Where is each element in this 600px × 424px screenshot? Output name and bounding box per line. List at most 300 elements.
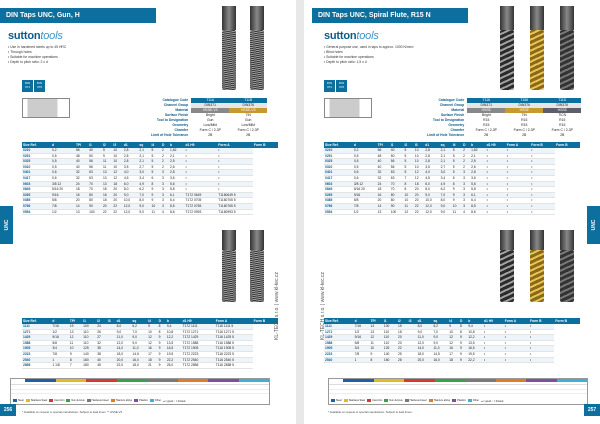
table-cell: 12: [369, 335, 382, 341]
table-cell: 22: [102, 209, 112, 215]
table-cell: T116 1429 5: [215, 335, 253, 341]
table-cell: 3,4: [138, 175, 150, 181]
table-cell: 2,6: [169, 164, 185, 170]
table-cell: 80: [390, 198, 404, 204]
table-cell: 22: [112, 203, 122, 209]
table-cell: •: [529, 346, 554, 352]
column-header: d: [353, 142, 377, 148]
table-cell: 16: [448, 346, 459, 352]
table-cell: •: [486, 187, 506, 193]
table-cell: 0,2: [353, 148, 377, 153]
feature-item: • Use in hardened steels up to 45 HRC: [8, 45, 66, 50]
table-cell: 8,0: [116, 324, 132, 329]
column-header: Form A: [504, 318, 529, 324]
table-cell: 14: [369, 324, 382, 329]
table-cell: 9: [158, 346, 166, 352]
table-cell: 63: [88, 170, 102, 176]
spiral-tap-image: [500, 250, 514, 302]
table-cell: 8,0: [417, 324, 433, 329]
table-cell: 9,0: [432, 340, 448, 346]
table-cell: 0,5: [51, 153, 75, 159]
table-cell: 5: [452, 148, 462, 153]
table-cell: 1429: [22, 335, 51, 341]
table-cell: 180: [82, 363, 96, 369]
table-cell: 5/8: [354, 340, 370, 346]
table-cell: 20: [377, 198, 390, 204]
legend-note: ● = good ○ = limited: [163, 399, 186, 403]
table-cell: 125: [383, 346, 397, 352]
table-cell: 110: [82, 340, 96, 346]
table-cell: 10: [151, 203, 161, 209]
column-header: TPI: [369, 318, 382, 324]
table-cell: •: [217, 159, 253, 165]
table-cell: 8: [69, 357, 82, 363]
table-cell: T172 1905: [182, 346, 215, 352]
table-cell: 13,5: [166, 340, 182, 346]
table-cell: 2,8: [470, 170, 485, 176]
table-cell: 90: [88, 203, 102, 209]
table-cell: •: [486, 159, 506, 165]
table-cell: 9/16: [51, 335, 68, 341]
table-cell: 9: [102, 153, 112, 159]
table-cell: •: [483, 324, 504, 329]
table-cell: 12,0: [123, 209, 139, 215]
table-cell: 2: [462, 159, 470, 165]
table-cell: 2858: [22, 363, 51, 369]
table-cell: 6,1: [169, 192, 185, 198]
column-header: TPI: [69, 318, 82, 324]
table-cell: 4,5: [424, 175, 439, 181]
tap-image: [222, 30, 236, 90]
table-cell: 1271: [324, 329, 354, 335]
table-cell: 3/4: [51, 346, 68, 352]
table-cell: 2: [161, 148, 169, 153]
legend-item: Other: [468, 399, 479, 402]
table-cell: T116 1588 5: [215, 340, 253, 346]
table-cell: 32: [75, 175, 88, 181]
page-number: 257: [584, 404, 600, 416]
table-cell: 3: [161, 175, 169, 181]
legend-item: Stainless Steel: [26, 399, 48, 402]
table-cell: 26: [96, 329, 107, 335]
spiral-tap-ticn-image: [560, 250, 574, 302]
table-cell: 9,0: [440, 203, 452, 209]
table-cell: 9,0: [417, 329, 433, 335]
table-cell: 140: [82, 351, 96, 357]
table-cell: 9,0: [131, 335, 147, 341]
column-header: d: [51, 142, 75, 148]
table-cell: T172 0649: [185, 192, 218, 198]
table-cell: 0401: [22, 170, 51, 176]
table-cell: 80: [88, 198, 102, 204]
table-cell: 10,8: [467, 329, 483, 335]
column-header: Form A: [506, 142, 531, 148]
table-cell: T1160705 5: [217, 198, 253, 204]
table-cell: 10: [69, 346, 82, 352]
table-cell: •: [529, 340, 554, 346]
table-cell: 2540: [324, 357, 354, 363]
column-header: Form B: [253, 318, 278, 324]
legend-item: Other: [150, 399, 161, 402]
table-cell: 9: [459, 335, 467, 341]
table-cell: 11: [102, 159, 112, 165]
table-cell: 9,0: [424, 192, 439, 198]
column-header: Form B: [253, 142, 278, 148]
table-cell: 4,9: [440, 181, 452, 187]
table-cell: 0325: [22, 159, 51, 165]
table-cell: •: [486, 203, 506, 209]
table-cell: •: [530, 203, 555, 209]
table-cell: 10: [414, 164, 424, 170]
table-cell: 9: [158, 351, 166, 357]
column-header: Form B: [530, 142, 555, 148]
table-cell: T172 1271: [182, 329, 215, 335]
table-cell: 3/8 12: [353, 181, 377, 187]
column-header: sq: [440, 142, 452, 148]
legend-swatch: [384, 399, 388, 402]
table-cell: 8: [459, 324, 467, 329]
table-cell: 8,6: [470, 209, 485, 215]
table-cell: 1429: [324, 335, 354, 341]
table-cell: 12: [414, 170, 424, 176]
table-cell: 40: [75, 159, 88, 165]
tap-schematic-icon: [324, 98, 372, 118]
brand-logo: suttontools: [324, 30, 379, 42]
table-cell: 20: [112, 198, 122, 204]
table-cell: 0417: [22, 175, 51, 181]
table-cell: 2,1: [470, 153, 485, 159]
column-header: TPI: [75, 142, 88, 148]
table-cell: 2,8: [123, 159, 139, 165]
table-cell: •: [530, 170, 555, 176]
column-header: b: [169, 142, 185, 148]
spec-table: Catalogue Code T11A T11B Channel Group DIN371 DIN376 Material HSSE-V3 HSSE-V3 Surface Finish Bright TiN Tool to Designation Gun Gun Geometry Low/Mild Low/Mild Chamfer Form C / 2-3P Form C / 2-3P Limit of Hole Tolerance 2B 2B: [150, 98, 267, 138]
table-cell: 0766: [22, 203, 51, 209]
table-cell: 125: [82, 346, 96, 352]
table-cell: •: [483, 346, 504, 352]
table-cell: 140: [383, 351, 397, 357]
table-cell: 0,5: [51, 164, 75, 170]
column-header: TPI: [377, 142, 390, 148]
table-cell: T172 2223: [182, 351, 215, 357]
din-badge-icon: DIN 376: [34, 80, 45, 92]
table-cell: 17: [448, 351, 459, 357]
table-cell: 2: [462, 164, 470, 170]
table-cell: •: [504, 346, 529, 352]
table-cell: 0251: [22, 153, 51, 159]
table-cell: 32: [377, 175, 390, 181]
table-cell: 10: [414, 159, 424, 165]
column-header: Size Ref.: [324, 318, 354, 324]
feature-item: • Depth to pitch ratio: 1,5 x d: [324, 60, 414, 65]
size-table: [22, 142, 278, 215]
spiral-tap-tin-image: [530, 250, 544, 302]
table-cell: 7/8: [51, 351, 68, 357]
table-cell: 5: [102, 148, 112, 153]
table-cell: 2: [161, 159, 169, 165]
table-cell: 100: [390, 209, 404, 215]
table-cell: 10: [112, 164, 122, 170]
column-header: l3: [107, 318, 116, 324]
tap-shank-image: [222, 6, 236, 30]
table-cell: 1,82: [169, 148, 185, 153]
tap-schematic-icon: [22, 98, 70, 118]
table-cell: 18: [102, 187, 112, 193]
table-cell: 100: [88, 209, 102, 215]
table-cell: •: [506, 209, 531, 215]
table-cell: 50: [390, 153, 404, 159]
table-cell: 3: [161, 181, 169, 187]
column-header: D: [158, 318, 166, 324]
table-cell: •: [529, 335, 554, 341]
table-cell: 2,1: [138, 159, 150, 165]
table-cell: 3/4: [354, 346, 370, 352]
table-cell: 20: [414, 192, 424, 198]
column-header: d1: [116, 318, 132, 324]
table-cell: 100: [383, 324, 397, 329]
table-cell: 16: [75, 192, 88, 198]
table-cell: 11,0: [131, 346, 147, 352]
table-cell: 2: [462, 148, 470, 153]
table-cell: 22,2: [166, 357, 182, 363]
table-cell: 50: [88, 153, 102, 159]
table-cell: 4: [462, 209, 470, 215]
table-cell: 19,5: [467, 351, 483, 357]
table-cell: •: [504, 324, 529, 329]
table-cell: 5: [404, 159, 414, 165]
table-cell: •: [185, 164, 218, 170]
book-gutter: [296, 0, 304, 424]
table-cell: 1: [354, 357, 370, 363]
table-cell: 18: [112, 181, 122, 187]
table-cell: 6,0: [123, 181, 139, 187]
column-header: l2: [96, 318, 107, 324]
table-cell: 7: [404, 175, 414, 181]
table-cell: 13: [102, 170, 112, 176]
table-cell: •: [217, 148, 253, 153]
table-cell: 12,2: [166, 335, 182, 341]
table-cell: 0251: [324, 153, 353, 159]
table-cell: 40: [96, 357, 107, 363]
table-cell: •: [530, 209, 555, 215]
table-cell: 18: [377, 187, 390, 193]
table-cell: 2,1: [440, 148, 452, 153]
table-cell: •: [185, 175, 218, 181]
table-cell: 20: [112, 192, 122, 198]
section-tab: UNC: [0, 206, 13, 244]
legend-swatch: [49, 399, 53, 402]
table-cell: •: [530, 187, 555, 193]
table-cell: 13,5: [467, 340, 483, 346]
table-cell: 38: [96, 351, 107, 357]
table-cell: 90: [390, 203, 404, 209]
table-cell: 9,0: [138, 209, 150, 215]
spiral-tap-image: [500, 30, 514, 90]
table-cell: 6: [452, 175, 462, 181]
table-row: [324, 209, 580, 215]
table-cell: 6,0: [424, 181, 439, 187]
legend-swatch: [66, 399, 70, 402]
table-cell: 3: [161, 170, 169, 176]
table-cell: 80: [88, 192, 102, 198]
table-cell: •: [506, 181, 531, 187]
table-cell: T1160993 5: [217, 209, 253, 215]
table-cell: T116 2858 5: [215, 363, 253, 369]
table-cell: T116 1271 5: [215, 329, 253, 335]
table-cell: 63: [390, 170, 404, 176]
table-cell: 18,0: [116, 351, 132, 357]
table-cell: 20: [397, 335, 408, 341]
table-cell: 1111: [324, 324, 354, 329]
table-cell: 2,8: [123, 153, 139, 159]
column-header: d1: [123, 142, 139, 148]
table-cell: 7/8: [353, 203, 377, 209]
table-cell: 0,2: [51, 148, 75, 153]
size-table-large: [324, 318, 580, 363]
table-cell: 2,8: [424, 159, 439, 165]
table-cell: 110: [383, 340, 397, 346]
column-header: sq: [131, 318, 147, 324]
table-cell: 3: [462, 187, 470, 193]
table-cell: 4,9: [138, 181, 150, 187]
table-cell: 56: [390, 159, 404, 165]
table-cell: 11,0: [417, 335, 433, 341]
table-cell: 2,7: [440, 164, 452, 170]
table-cell: 18: [397, 329, 408, 335]
table-cell: •: [185, 181, 218, 187]
table-cell: 5,8: [470, 187, 485, 193]
table-cell: 5: [151, 159, 161, 165]
brand-logo: suttontools: [8, 30, 63, 42]
table-cell: 14,5: [131, 351, 147, 357]
table-cell: 2,5: [169, 159, 185, 165]
table-cell: 3: [462, 181, 470, 187]
column-header: l3: [112, 142, 122, 148]
column-header: d1 H9: [483, 318, 504, 324]
table-cell: 11: [151, 209, 161, 215]
column-header: l1: [383, 318, 397, 324]
table-cell: 1/2: [353, 209, 377, 215]
legend-swatch: [13, 399, 17, 402]
spec-table: Catalogue Code T116 T186 T11D Channel Group DIN371 DIN376 DIN376 Material HSSE HSSE HSSE Surface Finish Bright TiN TiCN Tool to Designation R15 R15 R15 Geometry R15 R15 R15 Chamfer Form C / 2-3P Form C / 2-3P Form C / 2-3P Limit of Hole Tolerance 2B 2B 2B: [426, 98, 581, 138]
table-cell: 63: [88, 175, 102, 181]
table-cell: 20: [112, 187, 122, 193]
table-cell: 14: [377, 203, 390, 209]
table-cell: 4,0: [424, 170, 439, 176]
table-cell: 0849: [324, 187, 353, 193]
table-cell: •: [529, 357, 554, 363]
table-cell: •: [483, 340, 504, 346]
table-cell: 13: [75, 209, 88, 215]
legend-item: Cast Iron: [49, 399, 64, 402]
tap-image: [222, 250, 236, 302]
table-cell: 8: [452, 181, 462, 187]
legend-swatch: [429, 399, 433, 402]
table-cell: •: [530, 164, 555, 170]
table-cell: 56: [377, 148, 390, 153]
table-cell: 5/16 20: [51, 187, 75, 193]
tap-shank-image: [250, 6, 264, 30]
table-cell: [107, 363, 116, 369]
table-cell: 8: [369, 357, 382, 363]
table-cell: 63: [390, 175, 404, 181]
table-cell: 1: [51, 357, 68, 363]
table-cell: •: [529, 329, 554, 335]
column-header: l4: [452, 142, 462, 148]
legend-item: Hardened steel: [87, 399, 109, 402]
table-cell: 0603: [324, 181, 353, 187]
table-cell: 1588: [22, 340, 51, 346]
spiral-tap-tin-image: [530, 30, 544, 90]
table-cell: 35: [96, 346, 107, 352]
table-cell: 16: [147, 346, 158, 352]
table-cell: 27: [96, 335, 107, 341]
table-cell: 9: [147, 324, 158, 329]
table-cell: 2,8: [424, 153, 439, 159]
table-cell: 5: [151, 148, 161, 153]
table-cell: 10: [414, 153, 424, 159]
table-cell: 16,5: [467, 346, 483, 352]
material-legend: [10, 378, 270, 405]
table-cell: 5: [404, 153, 414, 159]
page-title: DIN Taps UNC, Gun, H: [0, 8, 156, 23]
table-cell: 8: [158, 324, 166, 329]
table-cell: 32: [96, 340, 107, 346]
column-header: l4: [448, 318, 459, 324]
table-cell: 5: [452, 170, 462, 176]
table-cell: •: [506, 159, 531, 165]
legend-swatch: [134, 399, 138, 402]
table-cell: 3,4: [440, 175, 452, 181]
table-cell: •: [530, 181, 555, 187]
table-cell: •: [504, 329, 529, 335]
table-cell: 8,6: [169, 209, 185, 215]
table-cell: 7/16: [354, 324, 370, 329]
table-cell: 12: [414, 175, 424, 181]
column-header: Form A: [217, 142, 253, 148]
table-cell: 8,0: [424, 187, 439, 193]
table-cell: 2,5: [470, 159, 485, 165]
table-cell: 8: [404, 187, 414, 193]
table-cell: 0325: [324, 159, 353, 165]
table-cell: 11,0: [432, 346, 448, 352]
table-cell: 7,0: [432, 329, 448, 335]
table-cell: 3: [462, 175, 470, 181]
table-cell: 20: [102, 203, 112, 209]
table-cell: •: [504, 335, 529, 341]
tap-image: [250, 30, 264, 90]
table-cell: 110: [383, 335, 397, 341]
table-cell: 2,1: [440, 153, 452, 159]
table-cell: 0,6: [51, 175, 75, 181]
table-cell: 2: [462, 153, 470, 159]
legend-item: Non-ferrous: [384, 399, 402, 402]
table-cell: 48: [377, 153, 390, 159]
table-cell: 18,0: [417, 351, 433, 357]
table-cell: 2,1: [169, 153, 185, 159]
table-cell: 16: [377, 192, 390, 198]
table-cell: 24: [96, 324, 107, 329]
table-cell: 16,0: [131, 357, 147, 363]
table-cell: 5/16 20: [353, 187, 377, 193]
table-cell: 12: [112, 170, 122, 176]
table-cell: 20: [75, 198, 88, 204]
table-cell: 14,0: [417, 346, 433, 352]
table-cell: 7,0: [131, 329, 147, 335]
table-cell: 13: [69, 329, 82, 335]
column-header: Size Ref.: [324, 142, 353, 148]
table-cell: 4,0: [123, 170, 139, 176]
